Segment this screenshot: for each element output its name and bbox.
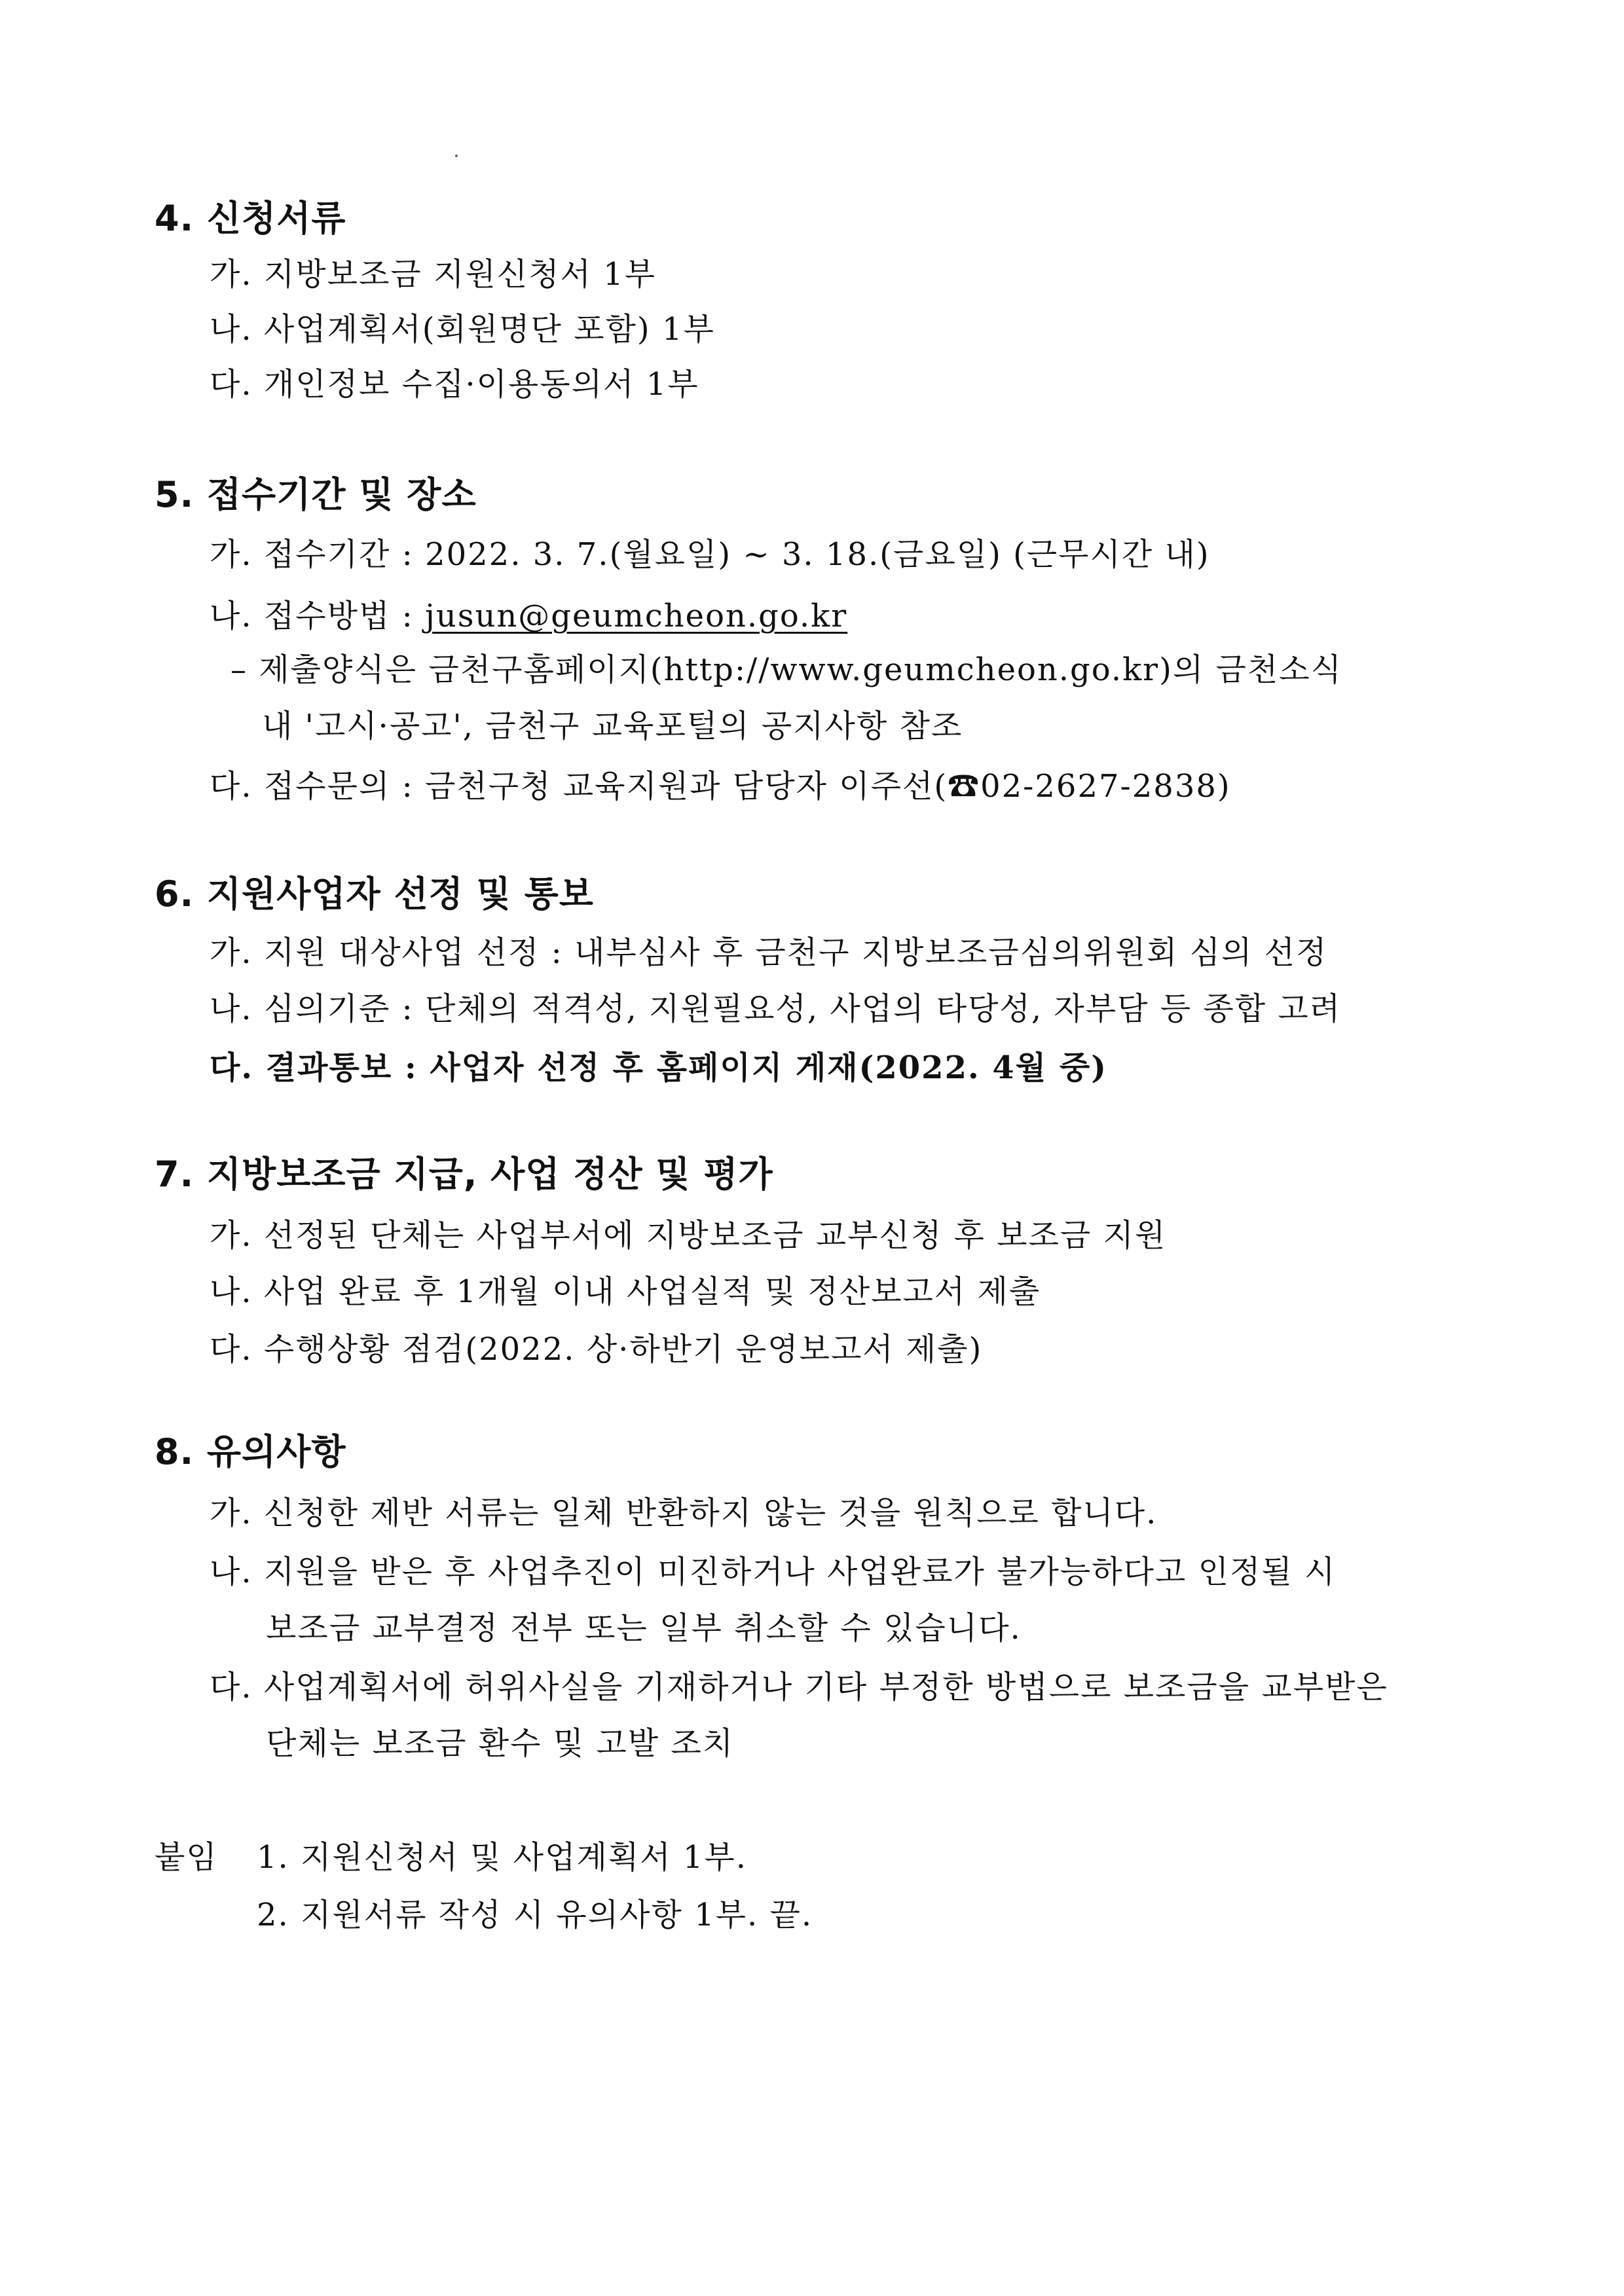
section-8-item-3-line-1: 다. 사업계획서에 허위사실을 기재하거나 기타 부정한 방법으로 보조금을 교부받은	[210, 1669, 1388, 1705]
section-4-item-2: 나. 사업계획서(회원명단 포함) 1부	[210, 311, 715, 348]
attachment-item-2: 2. 지원서류 작성 시 유의사항 1부. 끝.	[257, 1897, 813, 1933]
submission-email-link[interactable]: jusun@geumcheon.go.kr	[425, 598, 848, 634]
section-4-item-3: 다. 개인정보 수집·이용동의서 1부	[210, 366, 699, 403]
section-6-item-1: 가. 지원 대상사업 선정 : 내부심사 후 금천구 지방보조금심의위원회 심의 선정	[210, 934, 1328, 971]
section-5-note-line-2: 내 '고시·공고', 금천구 교육포털의 공지사항 참조	[262, 708, 963, 744]
attachment-label: 붙임	[155, 1839, 218, 1876]
section-5-method	[210, 596, 847, 636]
section-5-note-line-1: – 제출양식은 금천구홈페이지(http://www.geumcheon.go.kr)의 금천소식	[231, 651, 1342, 688]
section-7-heading: 7. 지방보조금 지급, 사업 정산 및 평가	[155, 1154, 773, 1195]
section-5-inquiry: 다. 접수문의 : 금천구청 교육지원과 담당자 이주선(☎02-2627-2838)	[210, 768, 1231, 805]
section-6-result: 다. 결과통보 : 사업자 선정 후 홈페이지 게재(2022. 4월 중)	[210, 1049, 1107, 1086]
attachment-item-1: 1. 지원신청서 및 사업계획서 1부.	[257, 1839, 748, 1876]
section-7-item-3: 다. 수행상황 점검(2022. 상·하반기 운영보고서 제출)	[210, 1331, 983, 1368]
section-6-item-2: 나. 심의기준 : 단체의 적격성, 지원필요성, 사업의 타당성, 자부담 등 종합 고려	[210, 991, 1342, 1027]
scan-speck	[455, 155, 458, 157]
section-8-item-2-line-1: 나. 지원을 받은 후 사업추진이 미진하거나 사업완료가 불가능하다고 인정될 시	[210, 1554, 1337, 1590]
section-5-method-label: 나. 접수방법 :	[210, 598, 426, 634]
section-6-heading: 6. 지원사업자 선정 및 통보	[155, 873, 594, 915]
section-8-heading: 8. 유의사항	[155, 1431, 346, 1472]
section-7-item-1: 가. 선정된 단체는 사업부서에 지방보조금 교부신청 후 보조금 지원	[210, 1217, 1167, 1254]
section-8-item-2-line-2: 보조금 교부결정 전부 또는 일부 취소할 수 있습니다.	[266, 1610, 1022, 1647]
section-8-item-1: 가. 신청한 제반 서류는 일체 반환하지 않는 것을 원칙으로 합니다.	[210, 1495, 1158, 1531]
section-5-heading: 5. 접수기간 및 장소	[155, 474, 477, 515]
section-8-item-3-line-2: 단체는 보조금 환수 및 고발 조치	[266, 1725, 735, 1762]
section-7-item-2: 나. 사업 완료 후 1개월 이내 사업실적 및 정산보고서 제출	[210, 1273, 1041, 1310]
section-4-heading: 4. 신청서류	[155, 198, 346, 239]
section-5-period: 가. 접수기간 : 2022. 3. 7.(월요일) ~ 3. 18.(금요일) (근무시간 내)	[210, 536, 1210, 573]
section-4-item-1: 가. 지방보조금 지원신청서 1부	[210, 256, 656, 293]
